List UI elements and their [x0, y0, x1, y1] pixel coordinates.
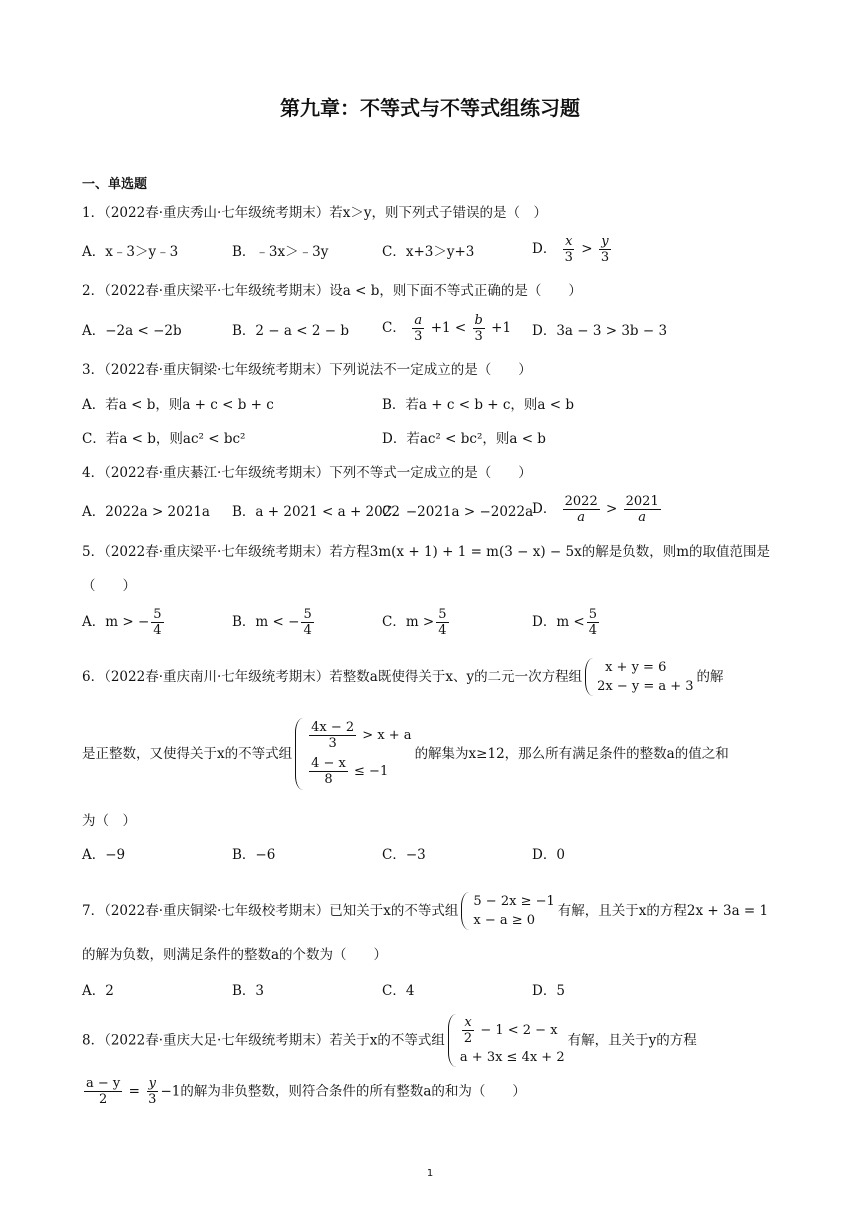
- fraction: $\frac{5}{4}$: [303, 607, 312, 638]
- inequality-system: $\frac{x}{2}$ − 1 < 2 − x a + 3x ≤ 4x + 2: [448, 1014, 565, 1067]
- q2-option-a: A．−2a < −2b: [82, 323, 182, 339]
- q5-option-a: A．m > − $\frac{5}{4}$: [82, 607, 162, 638]
- question-7-stem-cont: 的解为负数，则满足条件的整数a的个数为（ ）: [82, 947, 388, 963]
- q7-option-b: B．3: [232, 983, 265, 999]
- q7-option-d: D．5: [532, 983, 565, 999]
- q3-option-d: D．若ac² < bc²，则a < b: [382, 431, 546, 447]
- inequality-system: 5 − 2x ≥ −1 x − a ≥ 0: [461, 892, 554, 930]
- section-heading: 一、单选题: [82, 177, 148, 192]
- fraction: $\frac{y}{3}$: [600, 234, 610, 265]
- inequality-system: $\frac{4x - 2}{3}$ > x + a $\frac{4 - x}{8}$ ≤ −1: [295, 718, 411, 790]
- q7-option-a: A．2: [82, 983, 114, 999]
- q4-option-c: C．−2021a > −2022a: [382, 504, 534, 520]
- question-6-stem: 6．（2022春·重庆南川·七年级统考期末）若整数a既使得关于x、y的二元一次方程组 x + y = 6 2x − y = a + 3 的解: [82, 660, 724, 694]
- q6-option-b: B．−6: [232, 847, 276, 863]
- fraction: $\frac{2022}{a}$: [564, 494, 598, 525]
- q4-option-d-label: D．: [532, 501, 557, 517]
- question-7-stem: 7．（2022春·重庆铜梁·七年级校考期末）已知关于x的不等式组 5 − 2x ≥ −1 x − a ≥ 0 有解，且关于x的方程2x + 3a = 1: [82, 894, 769, 928]
- question-6-stem-cont: 是正整数，又使得关于x的不等式组 $\frac{4x - 2}{3}$ > x + a $\frac{4 - x}{8}$ ≤ −1 的解集为x≥12，那么所有满足条件的整数a的值之和: [82, 718, 729, 790]
- question-8-stem: 8．（2022春·重庆大足·七年级统考期末）若关于x的不等式组 $\frac{x}{2}$ − 1 < 2 − x a + 3x ≤ 4x + 2 有解，且关于y的方程: [82, 1015, 697, 1065]
- question-8-stem-cont: $\frac{a - y}{2}$ = $\frac{y}{3}$ −1的解为非负整数，则符合条件的所有整数a的和为（ ）: [86, 1076, 526, 1107]
- q2-option-c: C． $\frac{a}{3}$ +1 < $\frac{b}{3}$ +1: [382, 313, 512, 344]
- q6-option-d: D．0: [532, 847, 565, 863]
- question-1-stem: 1．（2022春·重庆秀山·七年级统考期末）若x＞y，则下列式子错误的是（ ）: [82, 205, 548, 221]
- fraction: $\frac{b}{3}$: [474, 313, 483, 344]
- page-number: 1: [426, 1168, 434, 1179]
- q5-option-b: B．m < − $\frac{5}{4}$: [232, 607, 312, 638]
- fraction: $\frac{x}{3}$: [564, 234, 573, 265]
- q1-option-b: B．﹣3x＞﹣3y: [232, 244, 329, 260]
- q4-option-b: B．a + 2021 < a + 2022: [232, 504, 400, 520]
- equation-system: x + y = 6 2x − y = a + 3: [585, 658, 693, 696]
- q4-option-d: D． $\frac{2022}{a}$ > $\frac{2021}{a}$: [532, 494, 659, 525]
- q1-option-d: D． $\frac{x}{3}$ > $\frac{y}{3}$: [532, 234, 610, 265]
- question-4-stem: 4．（2022春·重庆綦江·七年级统考期末）下列不等式一定成立的是（ ）: [82, 465, 532, 481]
- q2-option-d: D．3a − 3 > 3b − 3: [532, 323, 668, 339]
- q3-option-a: A．若a < b，则a + c < b + c: [82, 397, 274, 413]
- fraction: $\frac{y}{3}$: [148, 1076, 157, 1107]
- question-5-stem: 5．（2022春·重庆梁平·七年级统考期末）若方程3m(x + 1) + 1 = m(3 − x) − 5x的解是负数，则m的取值范围是: [82, 544, 771, 560]
- q3-option-c: C．若a < b，则ac² < bc²: [82, 431, 246, 447]
- q6-option-c: C．−3: [382, 847, 426, 863]
- q3-option-b: B．若a + c < b + c，则a < b: [382, 397, 574, 413]
- fraction: $\frac{5}{4}$: [438, 607, 447, 638]
- q6-option-a: A．−9: [82, 847, 126, 863]
- q5-option-d: D．m < $\frac{5}{4}$: [532, 607, 598, 638]
- q7-option-c: C．4: [382, 983, 415, 999]
- q2-option-c-label: C．: [382, 320, 406, 336]
- fraction: $\frac{a - y}{2}$: [86, 1076, 121, 1107]
- q2-option-b: B．2 − a < 2 − b: [232, 323, 349, 339]
- q5-option-c: C．m > $\frac{5}{4}$: [382, 607, 447, 638]
- q1-option-d-label: D．: [532, 241, 557, 257]
- q1-option-a: A．x﹣3＞y﹣3: [82, 244, 179, 260]
- page-title: 第九章：不等式与不等式组练习题: [280, 96, 580, 120]
- q4-option-a: A．2022a > 2021a: [82, 504, 210, 520]
- question-3-stem: 3．（2022春·重庆铜梁·七年级统考期末）下列说法不一定成立的是（ ）: [82, 362, 532, 378]
- question-2-stem: 2．（2022春·重庆梁平·七年级统考期末）设a < b，则下面不等式正确的是（ ）: [82, 283, 582, 299]
- fraction: $\frac{a}{3}$: [414, 313, 423, 344]
- q1-option-c: C．x+3＞y+3: [382, 244, 475, 260]
- fraction: $\frac{5}{4}$: [588, 607, 598, 638]
- question-6-stem-end: 为（ ）: [82, 813, 136, 829]
- fraction: $\frac{5}{4}$: [153, 607, 162, 638]
- fraction: $\frac{2021}{a}$: [625, 494, 659, 525]
- question-5-stem-cont: （ ）: [82, 578, 136, 594]
